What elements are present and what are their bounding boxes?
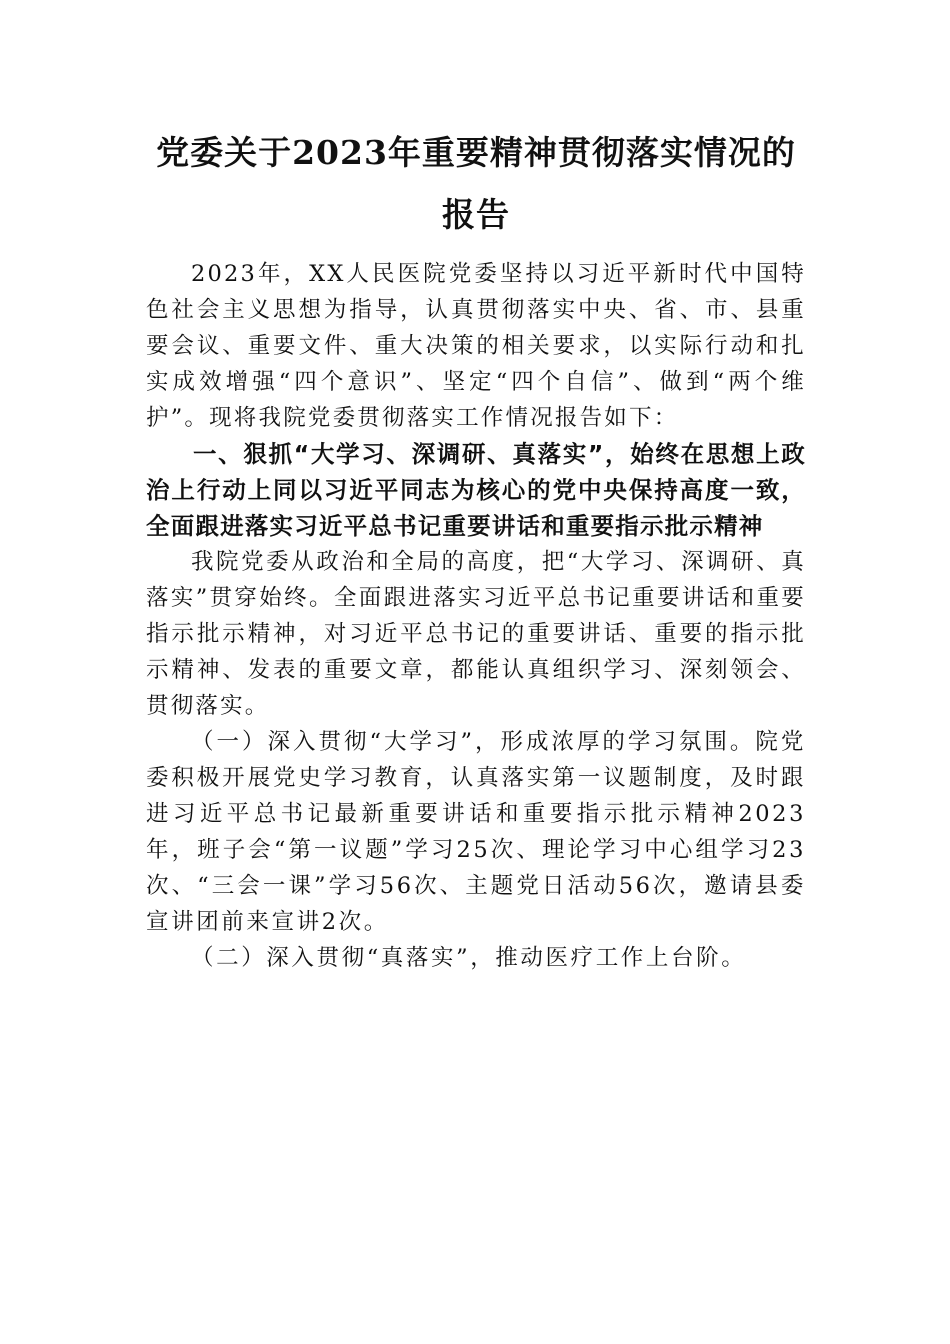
document-content [146,122,806,976]
document-title [126,122,826,246]
section-heading-1: 一、狠抓“大学习、深调研、真落实”，始终在思想上政治上行动上同以习近平同志为核心的党中央保持高度一致，全面跟进落实习近平总书记重要讲话和重要指示批示精神 [146,440,806,540]
title-line-2: 报告 [442,195,510,234]
section-1-paragraph: 我院党委从政治和全局的高度，把“大学习、深调研、真落实”贯穿始终。全面跟进落实习近平总书记重要讲话和重要指示批示精神，对习近平总书记的重要讲话、重要的指示批示精神、发表的重要文章，都能认真组织学习、深刻领会、贯彻落实。 [146,549,806,719]
subsection-1-paragraph: （一）深入贯彻“大学习”，形成浓厚的学习氛围。院党委积极开展党史学习教育，认真落实第一议题制度，及时跟进习近平总书记最新重要讲话和重要指示批示精神2023年，班子会“第一议题”学习25次、理论学习中心组学习23次、“三会一课”学习56次、主题党日活动56次，邀请县委宣讲团前来宣讲2次。 [146,729,806,935]
subsection-2-heading: （二）深入贯彻“真落实”，推动医疗工作上台阶。 [191,945,747,971]
document-body [146,256,806,976]
title-line-1: 党委关于2023年重要精神贯彻落实情况的 [156,133,796,172]
intro-paragraph: 2023年，XX人民医院党委坚持以习近平新时代中国特色社会主义思想为指导，认真贯彻落实中央、省、市、县重要会议、重要文件、重大决策的相关要求，以实际行动和扎实成效增强“四个意识”、坚定“四个自信”、做到“两个维护”。现将我院党委贯彻落实工作情况报告如下： [146,261,806,431]
